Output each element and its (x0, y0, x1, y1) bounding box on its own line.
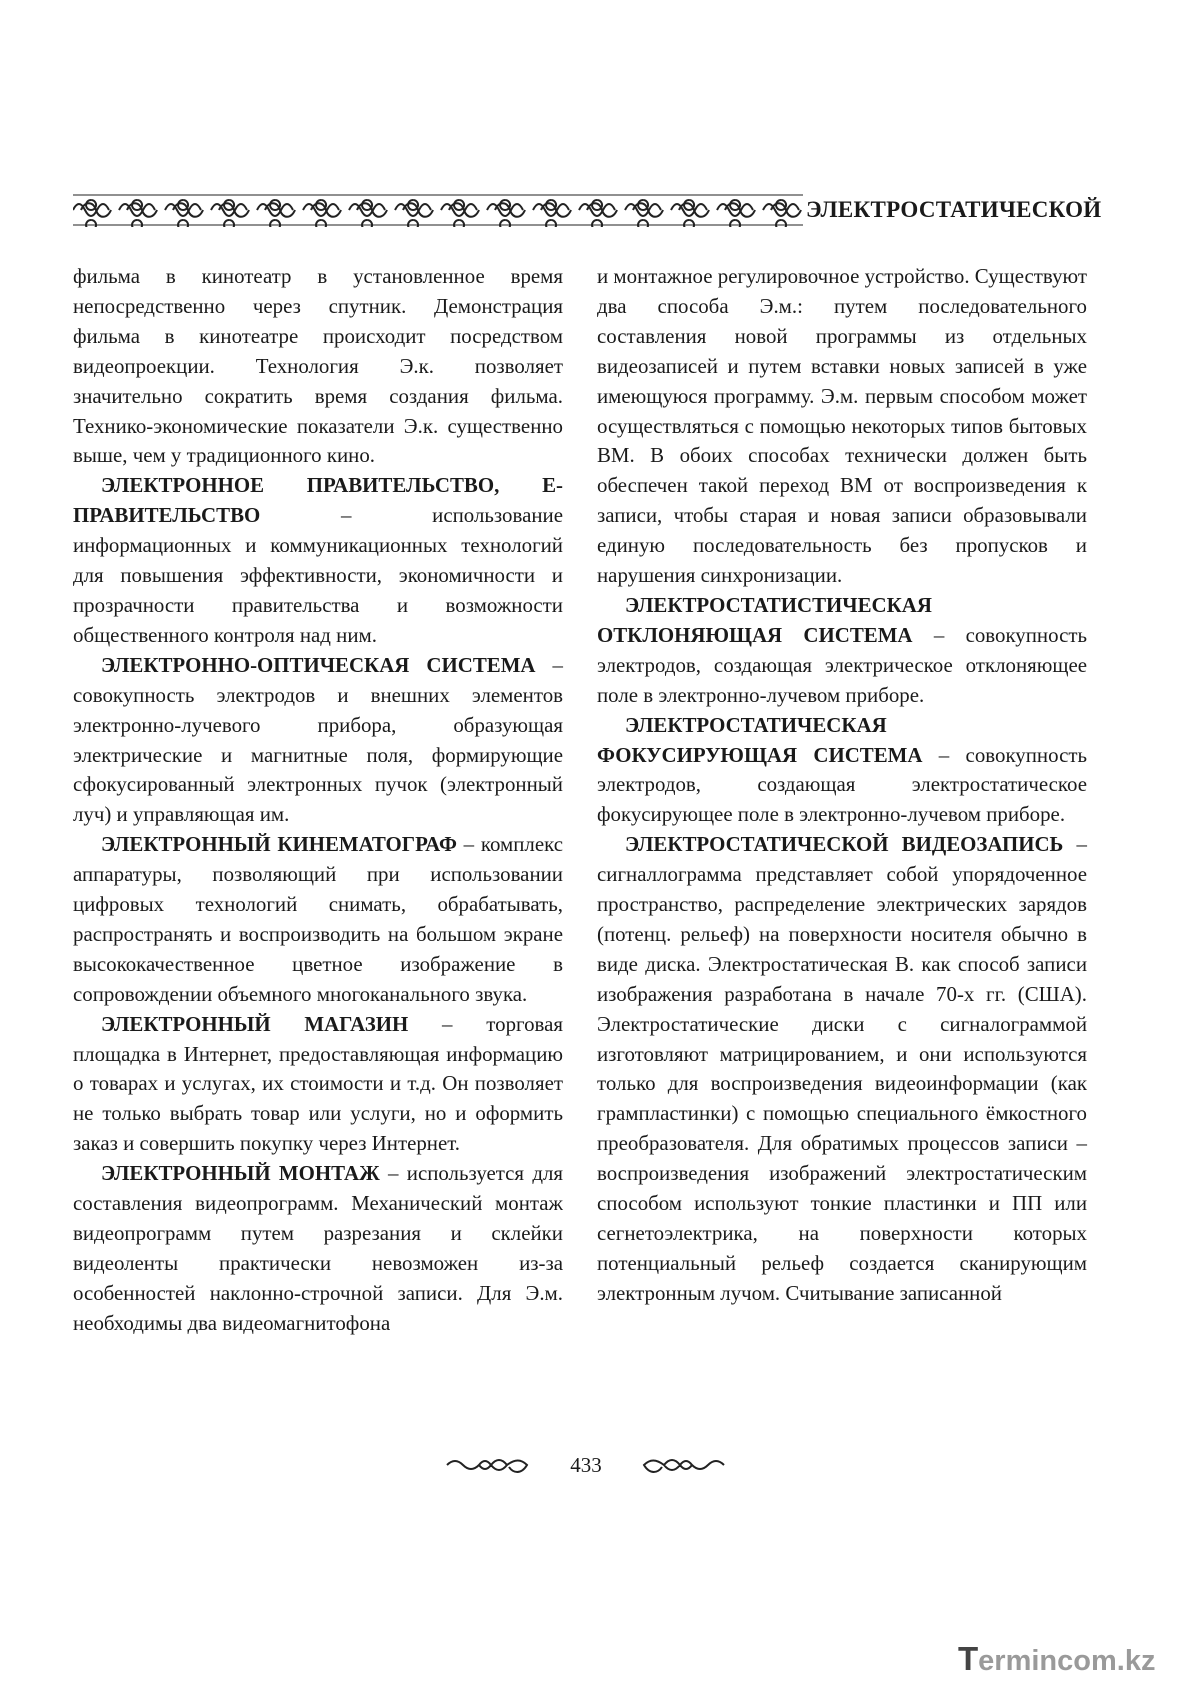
watermark-logo-rest: ermincom.kz (978, 1645, 1156, 1677)
continued-paragraph (73, 262, 563, 471)
dictionary-entry (73, 471, 563, 650)
ornament-motif-icon (533, 200, 571, 227)
ornament-motif-icon (165, 200, 203, 227)
continued-paragraph (597, 262, 1087, 591)
header-ornament-band-icon (73, 193, 803, 227)
ornament-motif-icon (257, 200, 295, 227)
ornament-motif-icon (579, 200, 617, 227)
entry-term: ЭЛЕКТРОННЫЙ КИНЕМАТОГРАФ (101, 832, 457, 857)
entry-definition: – торговая площадка в Интернет, предоставляющая информацию о товарах и услугах, их стоимости и т.д. Он позволяет не только выбрать товар или услуги, но и оформить заказ и совершить покупку через Интернет. (73, 1011, 563, 1156)
entry-term: ЭЛЕКТРОННОЕ ПРАВИТЕЛЬСТВО, Е-ПРАВИТЕЛЬСТВО (73, 473, 563, 528)
scroll-ornament-left-icon (445, 1453, 529, 1477)
entry-term: ЭЛЕКТРОННО-ОПТИЧЕСКАЯ СИСТЕМА (101, 652, 536, 677)
entry-definition: – совокупность электродов и внешних элементов электронно-лучевого прибора, образующая электрические и магнитные поля, формирующие сфокусированный электронных пучок (электронный луч) и управляющая им. (73, 652, 563, 827)
right-column (597, 262, 1087, 1309)
entry-definition: – сигналлограмма представляет собой упорядоченное пространство, распределение электрических зарядов (потенц. рельеф) на поверхности носителя обычно в виде диска. Электростатическая В. как способ записи изображения разработана в начале 70-х гг. (США). Электростатические диски с сигналограммой изготовляют матрицированием, и они используются только для воспроизведения видеоинформации (как грампластинки) с помощью специального ёмкостного преобразователя. Для обратимых процессов записи – воспроизведения изображений электростатическим способом используют тонкие пластинки и ПП или сегнетоэлектрика, на поверхности которых потенциальный рельеф создается сканирующим электронным лучом. Считывание записанной (597, 832, 1087, 1305)
dictionary-entry (73, 651, 563, 830)
entry-term: ЭЛЕКТРОННЫЙ МАГАЗИН (101, 1011, 409, 1036)
ornament-motif-icon (671, 200, 709, 227)
entry-definition: – совокупность электродов, создающая электростатическое фокусирующее поле в электронно-лучевом приборе. (597, 742, 1087, 827)
entry-term: ЭЛЕКТРОСТАТИЧЕСКОЙ ВИДЕОЗАПИСЬ (625, 832, 1064, 857)
ornament-motif-icon (395, 200, 433, 227)
entry-term: ЭЛЕКТРОСТАТИЧЕСКАЯ ФОКУСИРУЮЩАЯ СИСТЕМА (597, 712, 923, 767)
ornament-motif-icon (349, 200, 387, 227)
entry-definition: фильма в кинотеатр в установленное время непосредственно через спутник. Демонстрация фильма в кинотеатре происходит посредством видеопроекции. Технология Э.к. позволяет значительно сократить время создания фильма. Технико-экономические показатели Э.к. существенно выше, чем у традиционного кино. (73, 264, 563, 468)
ornament-motif-icon (487, 200, 525, 227)
termincom-watermark-logo (958, 1638, 1186, 1680)
page-footer (0, 1449, 1191, 1483)
running-head: ЭЛЕКТРОСТАТИЧЕСКОЙ (806, 197, 1102, 222)
entry-term: ЭЛЕКТРОСТАТИСТИЧЕСКАЯ ОТКЛОНЯЮЩАЯ СИСТЕМА (597, 592, 932, 647)
dictionary-entry (597, 711, 1087, 831)
ornament-motif-icon (303, 200, 341, 227)
entry-definition: и монтажное регулировочное устройство. Существуют два способа Э.м.: путем последовательного составления новой программы из отдельных видеозаписей и путем вставки новых записей в уже имеющуюся программу. Э.м. первым способом может осуществляться с помощью некоторых типов бытовых ВМ. В обоих способах технически должен быть обеспечен такой переход ВМ от воспроизведения к записи, чтобы старая и новая записи образовывали единую последовательность без пропусков и нарушения синхронизации. (597, 264, 1087, 588)
left-column (73, 262, 563, 1339)
dictionary-entry (73, 1159, 563, 1338)
entry-definition: – комплекс аппаратуры, позволяющий при использовании цифровых технологий снимать, обрабатывать, распространять и воспроизводить на большом экране высококачественное цветное изображение в сопровождении объемного многоканального звука. (73, 832, 563, 1006)
ornament-motif-icon (763, 200, 801, 227)
ornament-motif-icon (717, 200, 755, 227)
entry-definition: – совокупность электродов, создающая электрическое отклоняющее поле в электронно-лучевом приборе. (597, 622, 1087, 707)
ornament-motif-icon (211, 200, 249, 227)
page-number: 433 (570, 1453, 602, 1477)
dictionary-entry (73, 830, 563, 1009)
ornament-motif-icon (625, 200, 663, 227)
watermark-logo-lead: T (958, 1640, 979, 1677)
dictionary-entry (597, 830, 1087, 1309)
dictionary-entry (73, 1010, 563, 1160)
ornament-motif-icon (73, 200, 111, 227)
entry-definition: – использование информационных и коммуникационных технологий для повышения эффективности, экономичности и прозрачности правительства и возможности общественного контроля над ним. (73, 503, 563, 647)
scroll-ornament-right-icon (642, 1453, 726, 1477)
ornament-motif-icon (441, 200, 479, 227)
entry-definition: – используется для составления видеопрограмм. Механический монтаж видеопрограмм путем разрезания и склейки видеоленты практически невозможен из-за особенностей наклонно-строчной записи. Для Э.м. необходимы два видеомагнитофона (73, 1161, 563, 1335)
dictionary-entry (597, 591, 1087, 711)
ornament-motif-icon (119, 200, 157, 227)
entry-term: ЭЛЕКТРОННЫЙ МОНТАЖ (101, 1161, 380, 1186)
